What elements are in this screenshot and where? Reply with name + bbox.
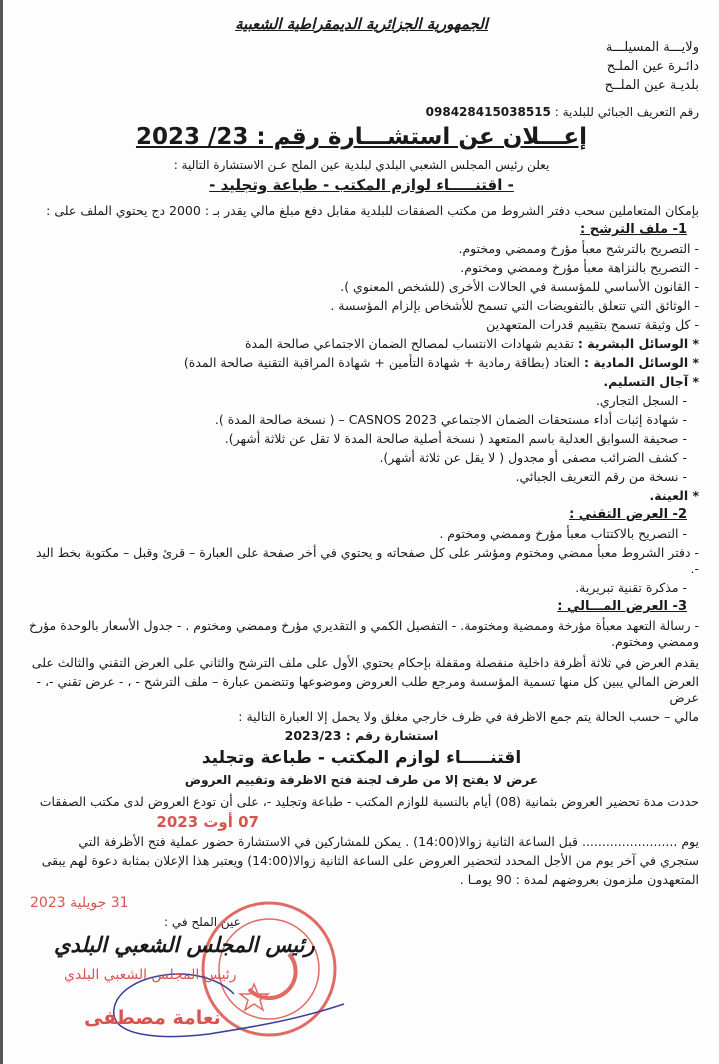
material-means [24, 355, 699, 371]
envelope-ref: استشارة رقم : 2023/23 [284, 728, 439, 743]
doc-item: - السجل التجاري. [595, 393, 687, 408]
commune: بلديـة عين الملــح [604, 78, 699, 93]
submission-line: العرض المالي يبين كل منها تسمية المؤسسة ومرجع طلب العروض وموضوعها وتتضمن عبارة – ملف الترشح - ، - عرض تقني -، - عرض [36, 674, 699, 705]
doc-item: - صحيفة السوابق العدلية باسم المتعهد ( نسخة أصلية صالحة المدة لا تقل عن ثلاثة أشهر). [224, 431, 687, 446]
deadline-line: يوم ........................ قبل الساعة الثانية زوالا(14:00) . يمكن للمشاركين في الاستشارة حضور عملية فتح الأظرفة التي [78, 834, 699, 849]
list-item: - القانون الأساسي للمؤسسة في الحالات الأخرى (للشخص المعنوي ). [340, 279, 699, 294]
list-item: - دفتر الشروط معبأ ممضي ومختوم ومؤشر على كل صفحاته و يحتوي في أخر صفحة على العبارة – قرئ وقبل – مكتوبة بخط اليد -. [35, 545, 699, 576]
republic-header: الجمهورية الجزائرية الديمقراطية الشعبية [235, 15, 488, 33]
wilaya: ولايـــة المسيلـــة [605, 40, 699, 55]
intro: يعلن رئيس المجلس الشعبي البلدي لبلدية عين الملح عـن الاستشارة التالية : [173, 158, 550, 172]
availability: بإمكان المتعاملين سحب دفتر الشروط من مكتب الصفقات للبلدية مقابل دفع مبلغ مالي يقدر بـ : 2000 دج يحتوي الملف على : [46, 203, 699, 218]
signatory-role: رئيس المجلس الشعبي البلدي [54, 933, 315, 957]
tax-id: 098428415038515 [425, 105, 551, 119]
page-title: إعـــلان عن استشـــارة رقم : 23/ 2023 [135, 124, 588, 150]
daira: دائـرة عين الملـح [606, 59, 699, 74]
list-item: - التصريح بالاكتتاب معبأ مؤرخ وممضي ومختوم . [439, 526, 687, 541]
tax-id-label: رقم التعريف الجبائي للبلدية : [554, 105, 699, 119]
section3-items: - رسالة التعهد معبأة مؤرخة وممضية ومختومة. - التفصيل الكمي و التقديري مؤرخ وممضي ومختوم . - جدول الأسعار بالوحدة مؤرخ وممضي ومختوم. [28, 618, 699, 649]
submission-line: مالي – حسب الحالة يتم جمع الاظرفة في ظرف خارجي مغلق ولا يحمل إلا العبارة التالية : [238, 709, 699, 724]
deadline-line: المتعهدون ملزمون بعروضهم لمدة : 90 يومـا . [459, 872, 699, 887]
doc-item: - كشف الضرائب مصفى أو مجدول ( لا يقل عن ثلاثة أشهر). [379, 450, 687, 465]
section1-heading: 1- ملف الترشح : [580, 222, 687, 237]
deadline-date-stamp: 07 أوت 2023 [156, 813, 259, 831]
signature-place: عين الملح في : [164, 915, 241, 929]
deadline-line: ستجري في آخر يوم من الأجل المحدد لتحضير العروض على الساعة الثانية زوالا(14:00) ويعتبر هذا الإعلان بمثابة دعوة لهم يبقى [41, 853, 699, 868]
list-item: - مذكرة تقنية تبريرية. [575, 580, 687, 595]
delivery-label: * آجال التسليم. [603, 374, 699, 389]
list-item: - الوثائق التي تتعلق بالتفويضات التي تسمح للأشخاص بإلزام المؤسسة . [330, 298, 699, 313]
sample-label: * العينة. [649, 488, 699, 503]
stamp-role: رئيس المجلس الشعبي البلدي [64, 967, 237, 983]
human-means-label: * الوسائل البشرية : [577, 336, 699, 351]
section3-heading: 3- العرض المـــالي : [557, 599, 687, 614]
signature-date-stamp: 31 جويلية 2023 [30, 895, 129, 911]
list-item: - التصريح بالنزاهة معبأ مؤرخ وممضي ومختوم. [460, 260, 699, 275]
submission-line: يقدم العرض في ثلاثة أظرفة داخلية منفصلة ومقفلة بإحكام يحتوي الأول على ملف الترشح والثاني على العرض التقني والثالث على [31, 655, 699, 670]
deadline-line: حددت مدة تحضير العروض بثمانية (08) أيام بالنسبة للوازم المكتب - طباعة وتجليد -، على أن تودع العروض لدى مكتب الصفقات [39, 794, 699, 809]
subject: - اقتنـــــاء لوازم المكتب - طباعة وتجليد - [209, 176, 514, 194]
stamp-name: نعامة مصطفى [84, 1007, 221, 1029]
human-means [24, 336, 699, 352]
signature-block [24, 894, 699, 1044]
envelope-notice: عرض لا يفتح إلا من طرف لجنة فتح الاظرفة وتقييم العروض [184, 773, 539, 787]
scan-edge [0, 0, 3, 1064]
doc-item: - نسخة من رقم التعريف الجبائي. [515, 469, 687, 484]
envelope-subject: اقتنـــــاء لوازم المكتب - طباعة وتجليد [201, 748, 522, 768]
section2-heading: 2- العرض التقني : [569, 507, 687, 522]
material-means-label: * الوسائل المادية : [584, 355, 699, 370]
material-means-text: العتاد (بطاقة رمادية + شهادة التأمين + شهادة المراقبة التقنية صالحة المدة) [183, 355, 581, 370]
list-item: - التصريح بالترشح معبأ مؤرخ وممضي ومختوم. [458, 241, 699, 256]
tax-id-line [24, 104, 699, 120]
list-item: - كل وثيقة تسمح بتقييم قدرات المتعهدين [486, 317, 699, 332]
doc-item: - شهادة إثبات أداء مستحقات الضمان الاجتماعي CASNOS 2023 – ( نسخة صالحة المدة ). [214, 412, 687, 427]
human-means-text: تقديم شهادات الانتساب لمصالح الضمان الاجتماعي صالحة المدة [244, 336, 574, 351]
